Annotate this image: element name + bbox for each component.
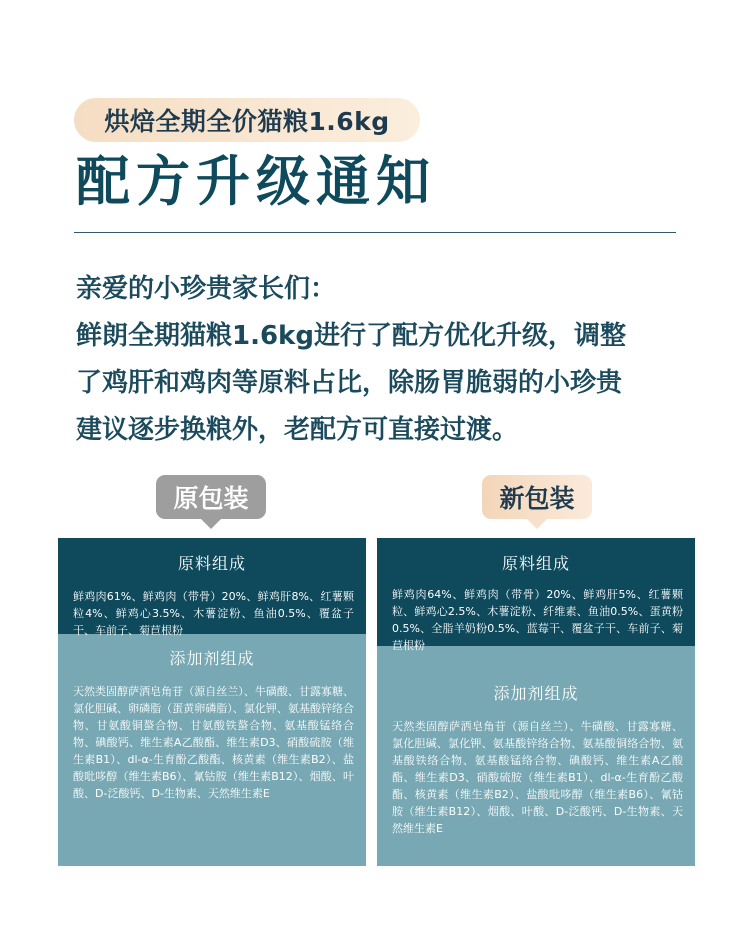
tag-pointer (527, 519, 547, 529)
tag-pointer (201, 519, 221, 529)
new-additives-title: 添加剂组成 (493, 684, 579, 703)
product-pill: 烘焙全期全价猫粮1.6kg (74, 98, 420, 142)
intro-line: 亲爱的小珍贵家长们： (76, 274, 337, 304)
old-package-panel (58, 538, 366, 866)
new-ingredients-section (377, 538, 695, 652)
new-ingredients-text: 鲜鸡肉64%、鲜鸡肉（带骨）20%、鲜鸡肝5%、红薯颗粒、鲜鸡心2.5%、木薯淀粉、纤维素、鱼油0.5%、蛋黄粉0.5%、全脂羊奶粉0.5%、蓝莓干、覆盆子干、车前子、菊苣根粉 (392, 588, 683, 652)
intro-text (76, 266, 686, 454)
new-package-panel (377, 538, 695, 866)
old-package-tag-label: 原包装 (173, 484, 249, 513)
title-divider (74, 232, 676, 233)
new-additives-text: 天然类固醇萨洒皂角苷（源自丝兰）、牛磺酸、甘露寡糖、氯化胆碱、氯化钾、氨基酸锌络合物、氨基酸铜络合物、氨基酸铁络合物、氨基酸锰络合物、碘酸钙、维生素A乙酸酯、维生素D3、硝酸硫胺（维生素B1）、dl-α-生育酚乙酸酯、核黄素（维生素B2）、盐酸吡哆醇（维生素B6）、氰钴胺（维生素B12）、烟酸、叶酸、D-泛酸钙、D-生物素、天然维生素E (392, 720, 683, 835)
old-additives-section (58, 634, 366, 866)
old-ingredients-section (58, 538, 366, 637)
old-additives-text: 天然类固醇萨洒皂角苷（源自丝兰）、牛磺酸、甘露寡糖、氯化胆碱、卵磷脂（蛋黄卵磷脂）、氯化钾、氨基酸锌络合物、甘氨酸铜螯合物、甘氨酸铁螯合物、氨基酸锰络合物、碘酸钙、维生素A乙酸酯、维生素D3、硝酸硫胺（维生素B1）、dl-α-生育酚乙酸酯、核黄素（维生素B2）、盐酸吡哆醇（维生素B6）、氰钴胺（维生素B12）、烟酸、叶酸、D-泛酸钙、D-生物素、天然维生素E (73, 685, 354, 800)
old-ingredients-text: 鲜鸡肉61%、鲜鸡肉（带骨）20%、鲜鸡肝8%、红薯颗粒4%、鲜鸡心3.5%、木薯淀粉、鱼油0.5%、覆盆子干、车前子、菊苣根粉 (73, 590, 354, 637)
old-package-tag (156, 475, 266, 519)
intro-line: 了鸡肝和鸡肉等原料占比，除肠胃脆弱的小珍贵 (76, 368, 623, 398)
new-ingredients-title: 原料组成 (501, 554, 570, 573)
intro-line: 建议逐步换粮外，老配方可直接过渡。 (76, 415, 519, 445)
new-additives-section (377, 646, 695, 866)
new-package-tag-label: 新包装 (499, 484, 575, 513)
intro-line: 鲜朗全期猫粮1.6kg进行了配方优化升级，调整 (76, 321, 626, 351)
page-title: 配方升级通知 (76, 150, 436, 213)
old-ingredients-title: 原料组成 (177, 554, 246, 573)
new-package-tag (482, 475, 592, 519)
old-additives-title: 添加剂组成 (169, 649, 255, 668)
